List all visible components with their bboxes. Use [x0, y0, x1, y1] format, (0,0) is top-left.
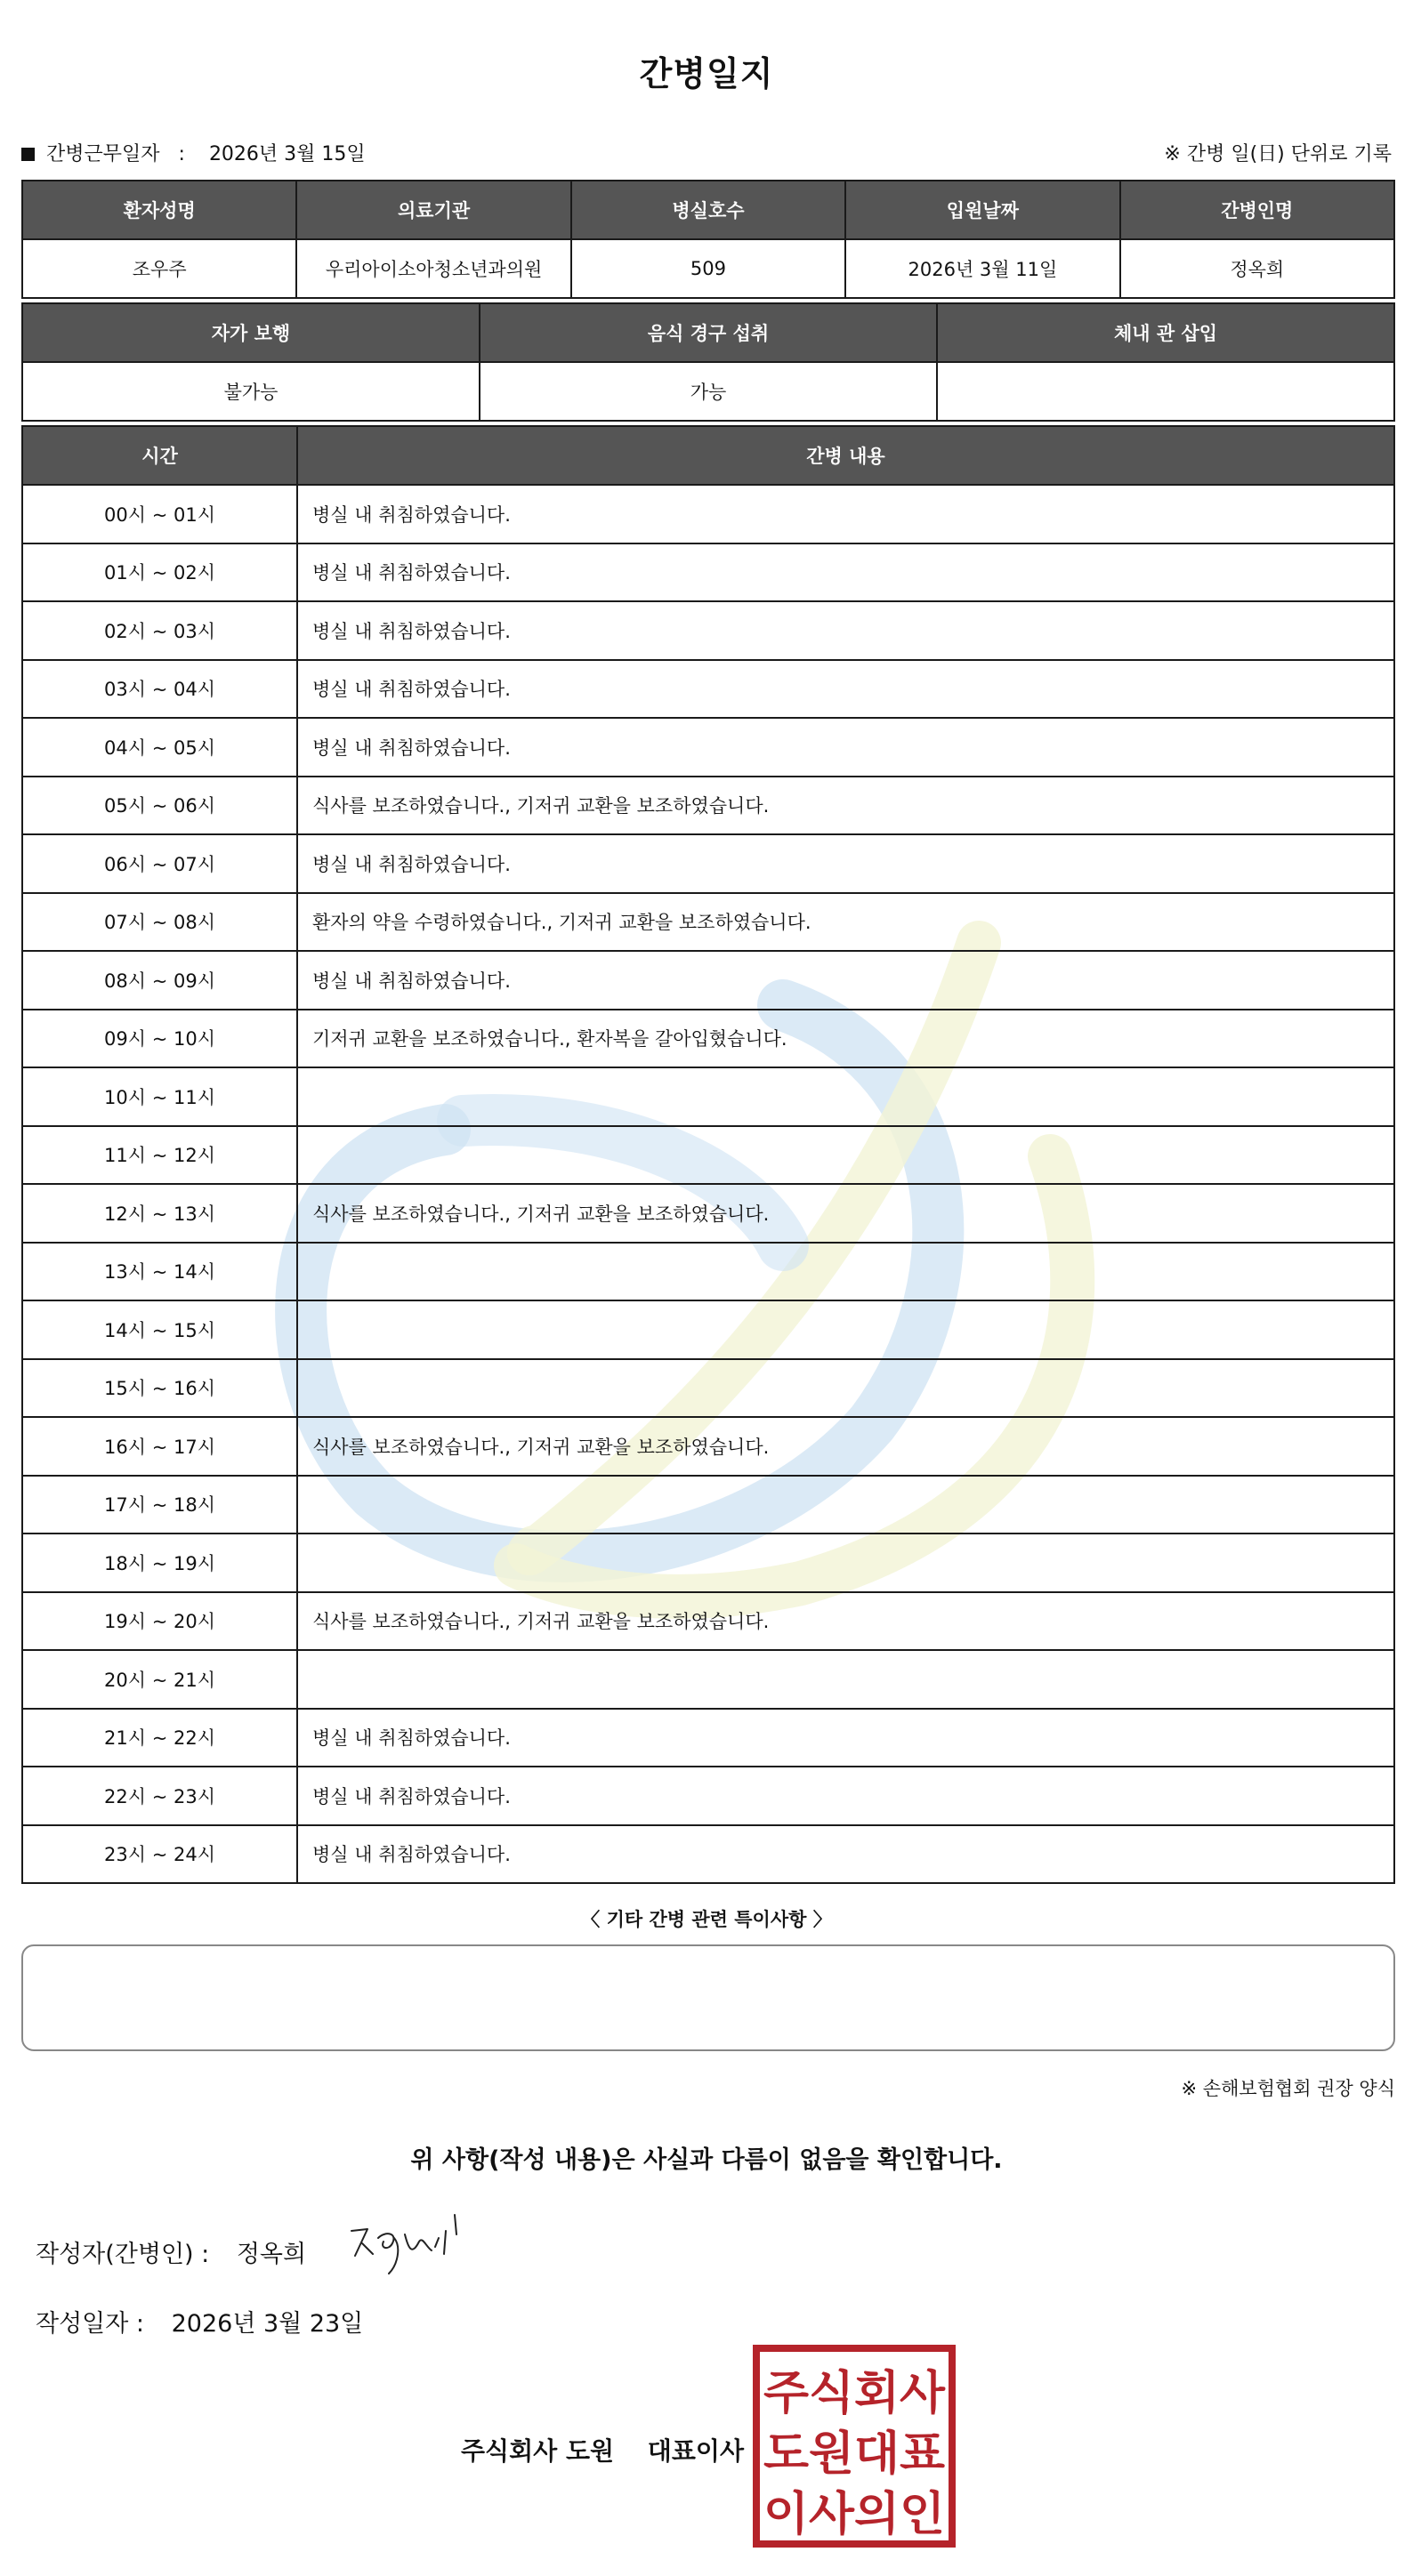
log-row: [22, 1300, 1394, 1359]
log-row: [22, 1359, 1394, 1418]
header-time: 시간: [22, 426, 297, 485]
log-time: 20시 ~ 21시: [22, 1650, 297, 1709]
log-content: [297, 1126, 1394, 1185]
log-row: [22, 1476, 1394, 1534]
log-row: [22, 1010, 1394, 1068]
header-institution: 의료기관: [296, 181, 570, 239]
work-date-sep: :: [178, 143, 185, 165]
log-content: 병실 내 취침하였습니다.: [297, 543, 1394, 602]
log-time: 17시 ~ 18시: [22, 1476, 297, 1534]
log-row: [22, 601, 1394, 660]
header-caregiver: 간병인명: [1120, 181, 1394, 239]
log-time: 14시 ~ 15시: [22, 1300, 297, 1359]
record-unit-note: ※ 간병 일(日) 단위로 기록: [1164, 143, 1392, 165]
header-self-walking: 자가 보행: [22, 303, 480, 362]
log-row: [22, 893, 1394, 952]
writer-label: 작성자(간병인) :: [36, 2241, 210, 2268]
notes-title: 〈 기타 간병 관련 특이사항 〉: [581, 1909, 832, 1930]
log-content: 기저귀 교환을 보조하였습니다., 환자복을 갈아입혔습니다.: [297, 1010, 1394, 1068]
log-time: 08시 ~ 09시: [22, 951, 297, 1010]
log-content: [297, 1243, 1394, 1301]
header-tube-insertion: 체내 관 삽입: [937, 303, 1394, 362]
log-row: [22, 1417, 1394, 1476]
admission-date: 2026년 3월 11일: [845, 239, 1119, 298]
log-time: 11시 ~ 12시: [22, 1126, 297, 1185]
log-content: 식사를 보조하였습니다., 기저귀 교환을 보조하였습니다.: [297, 1417, 1394, 1476]
log-time: 05시 ~ 06시: [22, 777, 297, 835]
log-content: [297, 1067, 1394, 1126]
log-time: 01시 ~ 02시: [22, 543, 297, 602]
square-bullet-icon: [21, 148, 35, 161]
patient-name: 조우주: [22, 239, 296, 298]
writer-row: [36, 2234, 306, 2269]
company-signoff: [461, 2432, 744, 2467]
log-row: [22, 1126, 1394, 1185]
log-content: 환자의 약을 수령하였습니다., 기저귀 교환을 보조하였습니다.: [297, 893, 1394, 952]
log-time: 15시 ~ 16시: [22, 1359, 297, 1418]
log-time: 22시 ~ 23시: [22, 1767, 297, 1825]
log-time: 21시 ~ 22시: [22, 1709, 297, 1767]
confirmation-statement: 위 사항(작성 내용)은 사실과 다름이 없음을 확인합니다.: [410, 2146, 1003, 2174]
header-oral-intake: 음식 경구 섭취: [480, 303, 937, 362]
log-row: [22, 1650, 1394, 1709]
log-time: 10시 ~ 11시: [22, 1067, 297, 1126]
log-row: [22, 1825, 1394, 1884]
log-time: 00시 ~ 01시: [22, 485, 297, 543]
self-walking-value: 불가능: [22, 362, 480, 421]
ceo-title: 대표이사: [647, 2436, 744, 2466]
log-content: 병실 내 취침하였습니다.: [297, 1767, 1394, 1825]
log-row: [22, 718, 1394, 777]
log-row: [22, 1067, 1394, 1126]
log-content: 병실 내 취침하였습니다.: [297, 718, 1394, 777]
log-row: [22, 834, 1394, 893]
log-content: 병실 내 취침하였습니다.: [297, 485, 1394, 543]
log-row: [22, 485, 1394, 543]
log-content: [297, 1534, 1394, 1592]
patient-info-table: [21, 180, 1395, 299]
log-time: 07시 ~ 08시: [22, 893, 297, 952]
work-date-label: 간병근무일자: [46, 143, 160, 165]
writer-name: 정옥희: [236, 2241, 307, 2268]
log-row: [22, 777, 1394, 835]
header-care-content: 간병 내용: [297, 426, 1394, 485]
log-content: 병실 내 취침하였습니다.: [297, 1825, 1394, 1884]
log-content: [297, 1476, 1394, 1534]
log-time: 19시 ~ 20시: [22, 1592, 297, 1651]
header-room: 병실호수: [571, 181, 845, 239]
log-content: 식사를 보조하였습니다., 기저귀 교환을 보조하였습니다.: [297, 1184, 1394, 1243]
patient-status-table: [21, 302, 1395, 422]
institution: 우리아이소아청소년과의원: [296, 239, 570, 298]
hourly-log-table: [21, 425, 1395, 1884]
log-time: 03시 ~ 04시: [22, 660, 297, 719]
caregiver-name: 정옥희: [1120, 239, 1394, 298]
log-content: [297, 1650, 1394, 1709]
notes-box: [21, 1944, 1395, 2051]
header-patient-name: 환자성명: [22, 181, 296, 239]
company-name: 주식회사 도원: [461, 2436, 615, 2466]
log-time: 13시 ~ 14시: [22, 1243, 297, 1301]
log-row: [22, 1709, 1394, 1767]
written-date-label: 작성일자 :: [36, 2310, 145, 2338]
tube-insertion-value: [937, 362, 1394, 421]
header-admission-date: 입원날짜: [845, 181, 1119, 239]
log-content: 병실 내 취침하였습니다.: [297, 660, 1394, 719]
log-row: [22, 543, 1394, 602]
log-content: 식사를 보조하였습니다., 기저귀 교환을 보조하였습니다.: [297, 777, 1394, 835]
company-seal-stamp: [753, 2345, 956, 2548]
svg-text:도원대표: 도원대표: [763, 2427, 945, 2481]
log-content: 병실 내 취침하였습니다.: [297, 951, 1394, 1010]
log-content: 병실 내 취침하였습니다.: [297, 1709, 1394, 1767]
work-date: [21, 139, 366, 166]
log-time: 16시 ~ 17시: [22, 1417, 297, 1476]
log-row: [22, 1243, 1394, 1301]
log-time: 09시 ~ 10시: [22, 1010, 297, 1068]
log-time: 06시 ~ 07시: [22, 834, 297, 893]
written-date-row: [36, 2304, 363, 2339]
log-content: [297, 1359, 1394, 1418]
recommended-form-note: ※ 손해보험협회 권장 양식: [1181, 2078, 1395, 2099]
svg-text:이사의인: 이사의인: [763, 2488, 945, 2541]
log-content: 식사를 보조하였습니다., 기저귀 교환을 보조하였습니다.: [297, 1592, 1394, 1651]
log-time: 02시 ~ 03시: [22, 601, 297, 660]
log-time: 12시 ~ 13시: [22, 1184, 297, 1243]
log-time: 23시 ~ 24시: [22, 1825, 297, 1884]
log-content: 병실 내 취침하였습니다.: [297, 834, 1394, 893]
log-time: 18시 ~ 19시: [22, 1534, 297, 1592]
log-row: [22, 1184, 1394, 1243]
room-number: 509: [571, 239, 845, 298]
log-content: [297, 1300, 1394, 1359]
svg-text:주식회사: 주식회사: [763, 2367, 946, 2420]
log-rows: [22, 485, 1394, 1883]
log-row: [22, 1592, 1394, 1651]
log-row: [22, 951, 1394, 1010]
log-time: 04시 ~ 05시: [22, 718, 297, 777]
written-date-value: 2026년 3월 23일: [171, 2310, 364, 2338]
oral-intake-value: 가능: [480, 362, 937, 421]
log-content: 병실 내 취침하였습니다.: [297, 601, 1394, 660]
log-row: [22, 1534, 1394, 1592]
log-row: [22, 1767, 1394, 1825]
handwritten-signature: [343, 2211, 503, 2279]
document-title: 간병일지: [639, 54, 774, 93]
log-row: [22, 660, 1394, 719]
work-date-value: 2026년 3월 15일: [208, 143, 366, 165]
